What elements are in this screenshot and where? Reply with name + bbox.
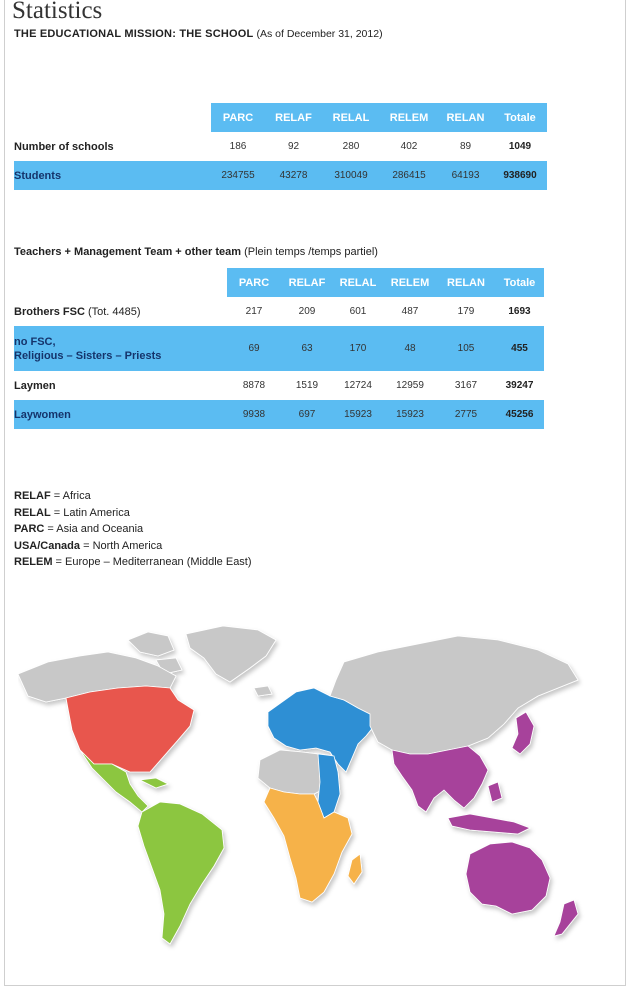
teachers-title-bold: Teachers + Management Team + other team <box>14 246 242 258</box>
col-header-relaf: RELAF <box>281 268 333 297</box>
legend-item: RELAL = Latin America <box>14 506 130 519</box>
cell-value: 697 <box>281 400 333 429</box>
col-header-relem: RELEM <box>380 103 438 132</box>
map-russia-asia <box>330 636 578 754</box>
cell-total: 1693 <box>508 306 531 317</box>
row-label-text: Brothers FSC <box>14 305 85 318</box>
subtitle-date: (As of December 31, 2012) <box>256 28 383 40</box>
cell-value: 63 <box>281 326 333 371</box>
row-label <box>14 297 227 326</box>
map-north-america <box>66 686 194 772</box>
table-row <box>14 371 544 400</box>
map-japan <box>512 712 534 754</box>
cell-value: 2775 <box>437 400 495 429</box>
table-row <box>14 326 544 371</box>
schools-table <box>14 103 547 190</box>
cell-value: 92 <box>287 141 300 152</box>
cell-total: 938690 <box>493 161 547 190</box>
legend-item: PARC = Asia and Oceania <box>14 523 144 535</box>
map-egypt-sudan <box>318 754 340 818</box>
map-south-america <box>138 802 224 944</box>
map-australia <box>466 842 550 914</box>
table-row <box>14 400 544 429</box>
cell-value: 179 <box>457 306 475 317</box>
row-label: Laymen <box>14 379 56 392</box>
cell-value: 8878 <box>242 380 266 391</box>
cell-value: 402 <box>400 141 418 152</box>
col-header-relal: RELAL <box>333 268 383 297</box>
teachers-title-note: (Plein temps /temps partiel) <box>244 246 378 258</box>
subtitle-heading: THE EDUCATIONAL MISSION: THE SCHOOL <box>14 28 254 40</box>
cell-value: 69 <box>227 326 281 371</box>
cell-value: 12724 <box>344 380 372 391</box>
map-iceland <box>254 686 272 696</box>
cell-value: 234755 <box>211 161 265 190</box>
table-row <box>14 297 544 326</box>
col-header-relal: RELAL <box>322 103 380 132</box>
teachers-table-title <box>14 246 378 258</box>
col-header-totale: Totale <box>493 103 547 132</box>
map-new-zealand <box>554 900 578 936</box>
cell-total: 45256 <box>495 400 544 429</box>
col-header-parc: PARC <box>211 103 265 132</box>
row-label-line2: Religious – Sisters – Priests <box>14 349 162 362</box>
legend-item: USA/Canada = North America <box>14 539 163 552</box>
col-header-parc: PARC <box>227 268 281 297</box>
teachers-header-row <box>14 268 544 297</box>
map-greenland <box>186 626 276 682</box>
col-header-relem: RELEM <box>383 268 437 297</box>
row-label-note: (Tot. 4485) <box>87 305 141 318</box>
map-south-east-asia <box>392 746 488 812</box>
map-caribbean <box>140 778 168 788</box>
cell-value: 601 <box>349 306 367 317</box>
cell-value: 217 <box>245 306 263 317</box>
cell-total: 39247 <box>505 380 534 391</box>
cell-total: 455 <box>495 326 544 371</box>
cell-value: 64193 <box>438 161 493 190</box>
row-label-line1: no FSC, <box>14 335 56 348</box>
page-subtitle <box>14 28 383 40</box>
page-title: Statistics <box>12 0 103 24</box>
cell-value: 280 <box>342 141 360 152</box>
legend-item: RELAF = Africa <box>14 490 91 502</box>
cell-value: 487 <box>401 306 419 317</box>
cell-value: 170 <box>333 326 383 371</box>
table-row <box>14 161 547 190</box>
cell-value: 43278 <box>265 161 322 190</box>
cell-value: 9938 <box>227 400 281 429</box>
cell-value: 186 <box>229 141 247 152</box>
cell-value: 209 <box>298 306 316 317</box>
cell-value: 48 <box>383 326 437 371</box>
col-header-relan: RELAN <box>437 268 495 297</box>
cell-value: 89 <box>459 141 472 152</box>
cell-value: 286415 <box>380 161 438 190</box>
region-legend <box>14 488 252 571</box>
map-africa <box>264 788 352 902</box>
row-label: Students <box>14 161 211 190</box>
world-map <box>18 622 590 952</box>
cell-value: 15923 <box>333 400 383 429</box>
teachers-table <box>14 268 544 429</box>
col-header-totale: Totale <box>495 268 544 297</box>
cell-value: 3167 <box>454 380 478 391</box>
cell-value: 1519 <box>295 380 319 391</box>
map-madagascar <box>348 854 362 884</box>
row-label <box>14 326 227 371</box>
schools-header-row <box>14 103 547 132</box>
cell-value: 105 <box>437 326 495 371</box>
table-row <box>14 132 547 161</box>
legend-item: RELEM = Europe – Mediterranean (Middle East) <box>14 556 252 568</box>
cell-value: 310049 <box>322 161 380 190</box>
cell-total: 1049 <box>508 141 532 152</box>
cell-value: 12959 <box>396 380 424 391</box>
row-label: Laywomen <box>14 400 227 429</box>
col-header-relaf: RELAF <box>265 103 322 132</box>
cell-value: 15923 <box>383 400 437 429</box>
col-header-relan: RELAN <box>438 103 493 132</box>
row-label: Number of schools <box>14 140 114 153</box>
